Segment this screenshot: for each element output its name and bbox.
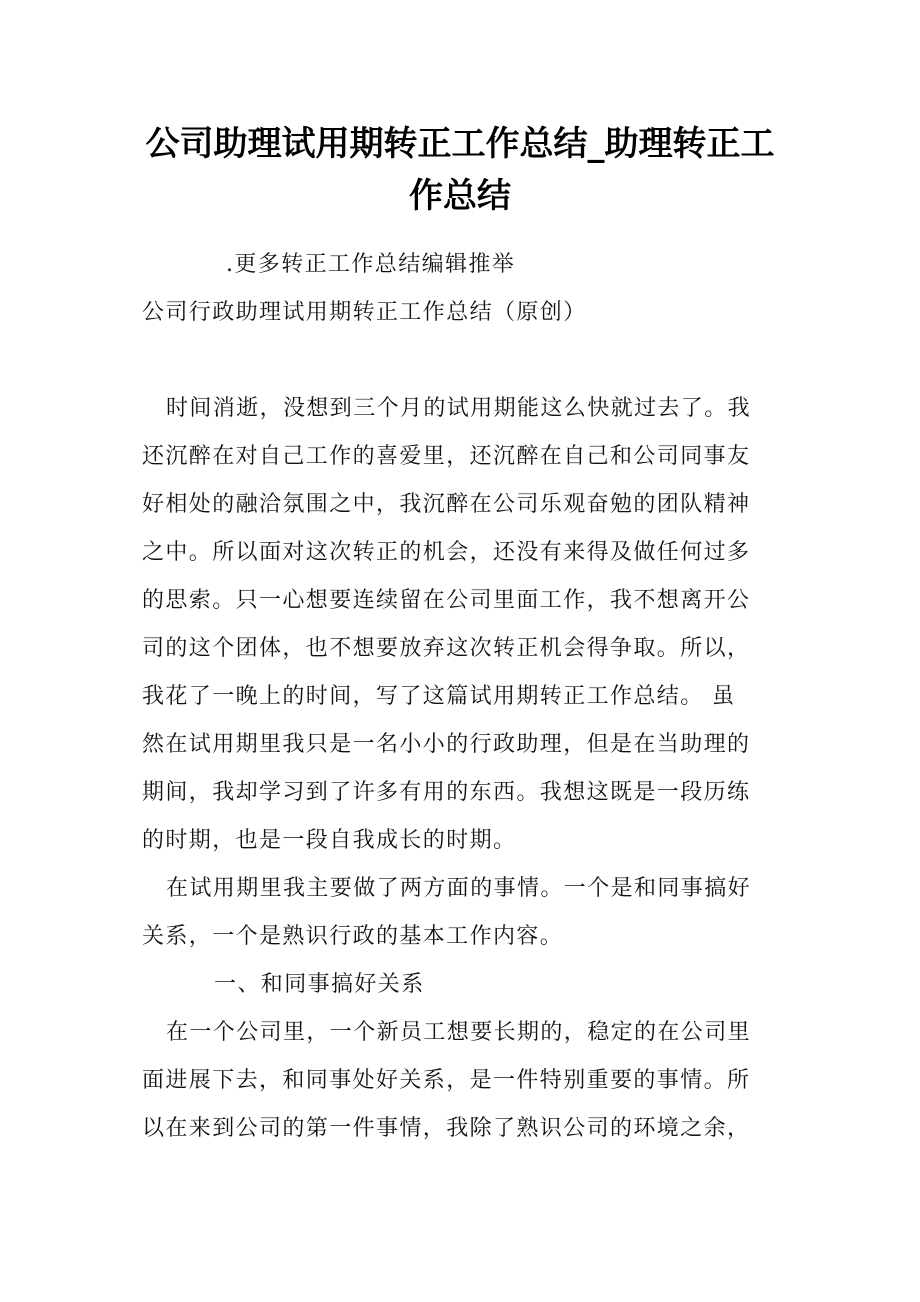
title-line-1: 公司助理试用期转正工作总结_助理转正工 xyxy=(145,124,775,164)
document-subtitle: 公司行政助理试用期转正工作总结（原创） xyxy=(142,300,587,325)
document-title xyxy=(130,118,790,222)
title-line-2: 作总结 xyxy=(409,176,511,216)
body-line: 在试用期里我主要做了两方面的事情。一个是和同事搞好 xyxy=(166,876,752,901)
body-line: 时间消逝，没想到三个月的试用期能这么快就过去了。我 xyxy=(166,396,752,421)
section-heading: 一、和同事搞好关系 xyxy=(214,972,425,997)
body-line: 以在来到公司的第一件事情，我除了熟识公司的环境之余， xyxy=(142,1116,751,1141)
body-line: 关系，一个是熟识行政的基本工作内容。 xyxy=(142,924,564,949)
body-line: 在一个公司里，一个新员工想要长期的，稳定的在公司里 xyxy=(166,1020,752,1045)
body-line: 司的这个团体，也不想要放弃这次转正机会得争取。所以， xyxy=(142,636,751,661)
body-line: 然在试用期里我只是一名小小的行政助理，但是在当助理的 xyxy=(142,732,751,757)
body-line: 好相处的融洽氛围之中，我沉醉在公司乐观奋勉的团队精神 xyxy=(142,492,751,517)
body-line: 的思索。只一心想要连续留在公司里面工作，我不想离开公 xyxy=(142,588,751,613)
body-line: 之中。所以面对这次转正的机会，还没有来得及做任何过多 xyxy=(142,540,751,565)
body-line: 的时期，也是一段自我成长的时期。 xyxy=(142,828,517,853)
body-line: 面进展下去，和同事处好关系，是一件特别重要的事情。所 xyxy=(142,1068,751,1093)
recommend-link-text: .更多转正工作总结编辑推举 xyxy=(226,252,516,277)
body-line: 我花了一晚上的时间，写了这篇试用期转正工作总结。 虽 xyxy=(142,684,736,709)
body-line: 还沉醉在对自己工作的喜爱里，还沉醉在自己和公司同事友 xyxy=(142,444,751,469)
body-line: 期间，我却学习到了许多有用的东西。我想这既是一段历练 xyxy=(142,780,751,805)
